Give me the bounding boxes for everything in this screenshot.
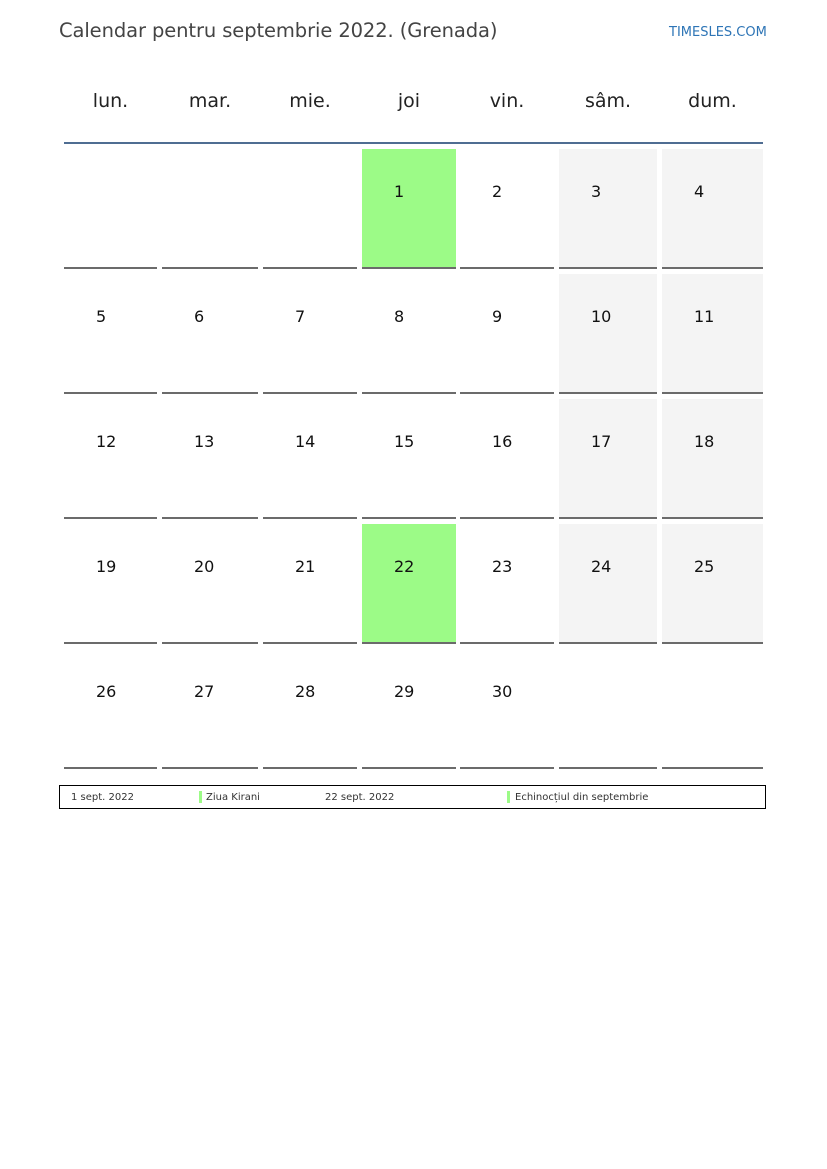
day-number: 4	[694, 182, 705, 201]
day-cell[interactable]	[460, 399, 554, 519]
empty-day-cell	[662, 649, 763, 769]
day-cell[interactable]	[662, 399, 763, 519]
day-cell[interactable]	[263, 524, 357, 644]
day-number: 7	[295, 307, 306, 326]
day-number: 15	[394, 432, 415, 451]
day-number: 17	[591, 432, 612, 451]
day-cell[interactable]	[64, 524, 157, 644]
holiday-day-cell[interactable]	[362, 524, 456, 644]
day-number: 29	[394, 682, 415, 701]
day-cell[interactable]	[162, 274, 258, 394]
day-cell[interactable]	[362, 649, 456, 769]
day-number: 22	[394, 557, 415, 576]
day-number: 19	[96, 557, 117, 576]
legend-date-1: 1 sept. 2022	[71, 792, 134, 803]
day-cell[interactable]	[162, 524, 258, 644]
day-number: 1	[394, 182, 405, 201]
day-cell[interactable]	[362, 274, 456, 394]
legend-holiday-name-2: Echinocțiul din septembrie	[515, 792, 649, 803]
day-number: 8	[394, 307, 405, 326]
day-number: 24	[591, 557, 612, 576]
day-cell[interactable]	[559, 399, 657, 519]
day-number: 26	[96, 682, 117, 701]
day-cell[interactable]	[162, 649, 258, 769]
day-number: 13	[194, 432, 215, 451]
day-cell[interactable]	[263, 399, 357, 519]
page-title: Calendar pentru septembrie 2022. (Grenada)	[59, 19, 498, 42]
day-number: 10	[591, 307, 612, 326]
day-number: 21	[295, 557, 316, 576]
day-number: 18	[694, 432, 715, 451]
day-number: 16	[492, 432, 513, 451]
weekday-header: joi	[397, 90, 421, 112]
day-cell[interactable]	[362, 399, 456, 519]
day-cell[interactable]	[662, 274, 763, 394]
day-number: 23	[492, 557, 513, 576]
day-cell[interactable]	[263, 274, 357, 394]
legend-holiday-name-1: Ziua Kirani	[206, 792, 260, 803]
day-cell[interactable]	[559, 274, 657, 394]
day-number: 9	[492, 307, 503, 326]
empty-day-cell	[162, 149, 258, 269]
day-number: 25	[694, 557, 715, 576]
legend-date-2: 22 sept. 2022	[325, 792, 395, 803]
day-cell[interactable]	[662, 524, 763, 644]
weekday-header: lun.	[92, 90, 129, 112]
legend-color-marker	[507, 791, 510, 803]
day-number: 5	[96, 307, 107, 326]
site-link[interactable]: TIMESLES.COM	[669, 25, 767, 40]
empty-day-cell	[263, 149, 357, 269]
weekday-header: mar.	[188, 90, 232, 112]
holiday-day-cell[interactable]	[362, 149, 456, 269]
day-cell[interactable]	[460, 649, 554, 769]
day-number: 3	[591, 182, 602, 201]
day-number: 27	[194, 682, 215, 701]
empty-day-cell	[559, 649, 657, 769]
day-number: 20	[194, 557, 215, 576]
weekday-header: dum.	[688, 90, 737, 112]
empty-day-cell	[64, 149, 157, 269]
day-number: 28	[295, 682, 316, 701]
day-number: 2	[492, 182, 503, 201]
weekday-header: vin.	[489, 90, 525, 112]
day-cell[interactable]	[559, 524, 657, 644]
day-cell[interactable]	[559, 149, 657, 269]
day-number: 6	[194, 307, 205, 326]
holiday-legend	[59, 785, 766, 809]
day-number: 12	[96, 432, 117, 451]
day-number: 30	[492, 682, 513, 701]
day-cell[interactable]	[162, 399, 258, 519]
day-cell[interactable]	[64, 399, 157, 519]
weekday-header: sâm.	[584, 90, 632, 112]
day-cell[interactable]	[662, 149, 763, 269]
day-cell[interactable]	[460, 524, 554, 644]
day-number: 14	[295, 432, 316, 451]
day-cell[interactable]	[64, 649, 157, 769]
day-cell[interactable]	[263, 649, 357, 769]
day-cell[interactable]	[460, 149, 554, 269]
day-cell[interactable]	[64, 274, 157, 394]
header-divider	[64, 142, 763, 144]
weekday-header: mie.	[289, 90, 331, 112]
day-number: 11	[694, 307, 715, 326]
day-cell[interactable]	[460, 274, 554, 394]
legend-color-marker	[199, 791, 202, 803]
